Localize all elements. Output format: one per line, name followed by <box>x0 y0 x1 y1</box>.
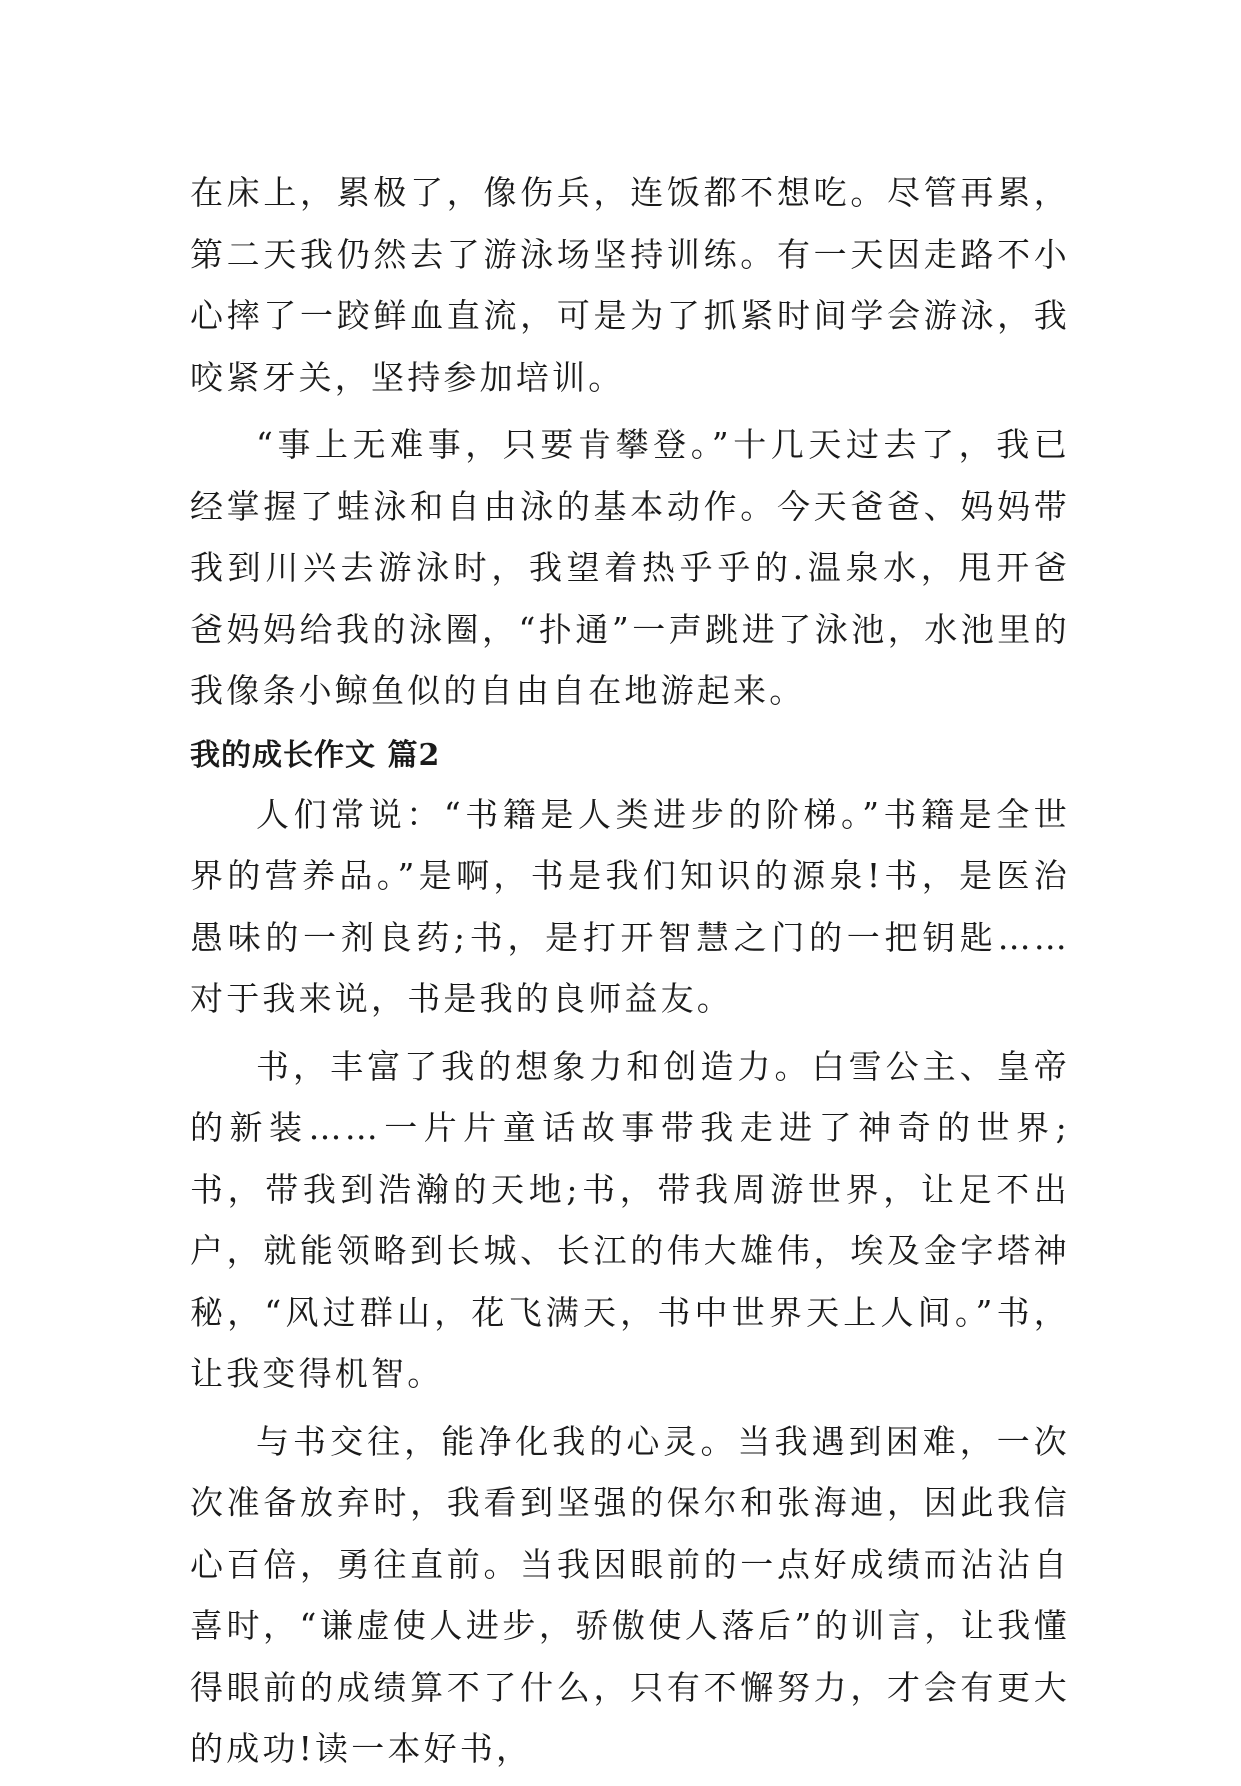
paragraph: 书，丰富了我的想象力和创造力。白雪公主、皇帝的新装……一片片童话故事带我走进了神奇的世界;书，带我到浩瀚的天地;书，带我周游世界，让足不出户，就能领略到长城、长江的伟大雄伟，埃及金字塔神秘，“风过群山，花飞满天，书中世界天上人间。”书，让我变得机智。 <box>190 1046 1070 1393</box>
paragraph: “事上无难事，只要肯攀登。”十几天过去了，我已经掌握了蛙泳和自由泳的基本动作。今天爸爸、妈妈带我到川兴去游泳时，我望着热乎乎的.温泉水，甩开爸爸妈妈给我的泳圈，“扑通”一声跳进了泳池，水池里的我像条小鲸鱼似的自由自在地游起来。 <box>190 425 1070 710</box>
paragraph: 与书交往，能净化我的心灵。当我遇到困难，一次次准备放弃时，我看到坚强的保尔和张海迪，因此我信心百倍，勇往直前。当我因眼前的一点好成绩而沾沾自喜时，“谦虚使人进步，骄傲使人落后”的训言，让我懂得眼前的成绩算不了什么，只有不懈努力，才会有更大的成功!读一本好书， <box>190 1421 1070 1768</box>
section-title: 我的成长作文 篇2 <box>190 737 441 773</box>
document-body <box>190 162 1070 1786</box>
paragraph: 人们常说：“书籍是人类进步的阶梯。”书籍是全世界的营养品。”是啊，书是我们知识的源泉!书，是医治愚味的一剂良药;书，是打开智慧之门的一把钥匙……对于我来说，书是我的良师益友。 <box>190 794 1070 1018</box>
paragraph: 在床上，累极了，像伤兵，连饭都不想吃。尽管再累，第二天我仍然去了游泳场坚持训练。有一天因走路不小心摔了一跤鲜血直流，可是为了抓紧时间学会游泳，我咬紧牙关，坚持参加培训。 <box>190 173 1070 397</box>
